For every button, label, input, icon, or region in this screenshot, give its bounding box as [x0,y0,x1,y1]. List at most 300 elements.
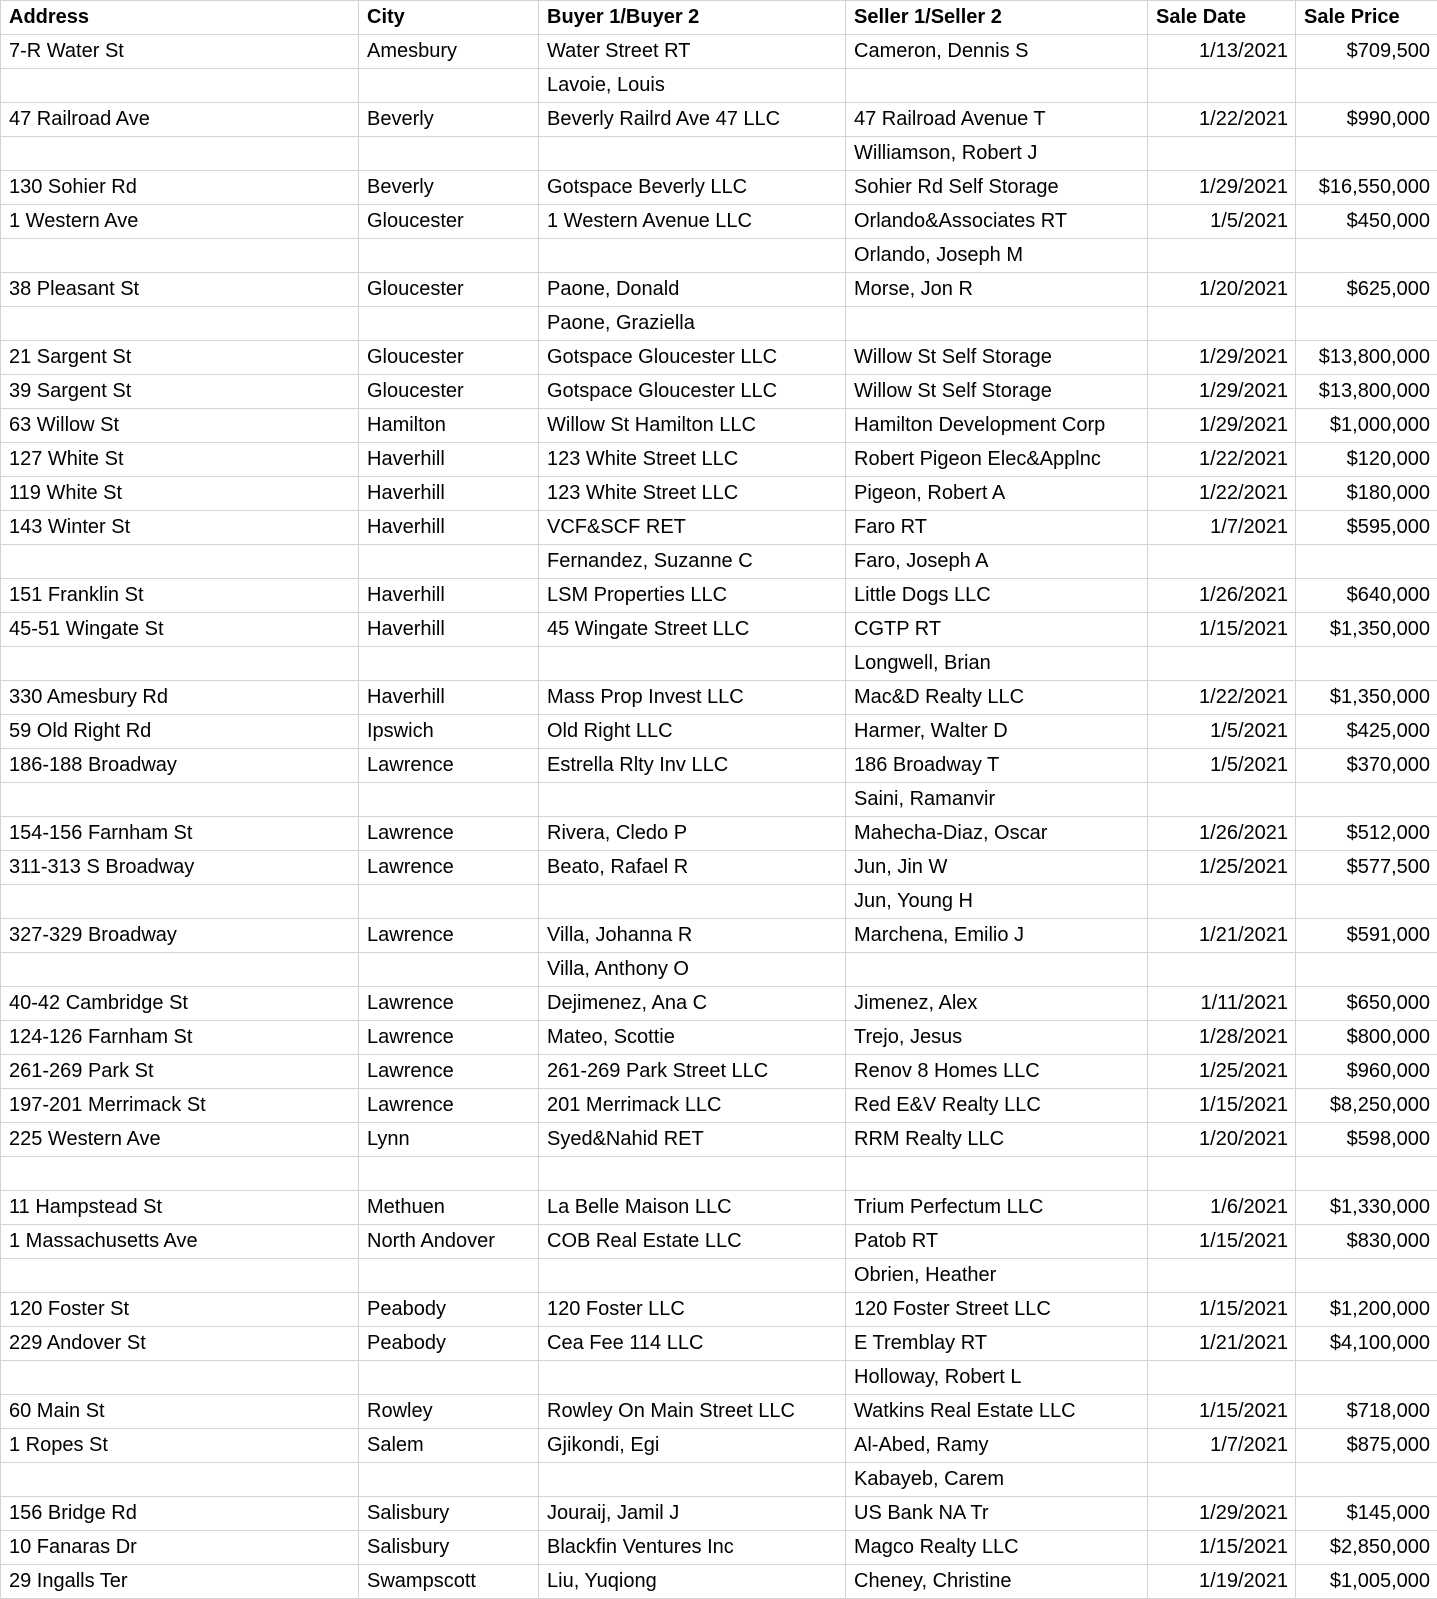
cell-sale-price[interactable] [1296,783,1437,817]
cell-seller[interactable] [846,1157,1148,1191]
cell-buyer[interactable]: Water Street RT [539,35,846,69]
cell-buyer[interactable]: 45 Wingate Street LLC [539,613,846,647]
cell-address[interactable] [1,1463,359,1497]
cell-sale-date[interactable]: 1/5/2021 [1148,715,1296,749]
table-row [1,545,1437,579]
cell-sale-price[interactable]: $1,005,000 [1296,1565,1437,1599]
cell-sale-date[interactable]: 1/20/2021 [1148,273,1296,307]
cell-city[interactable]: Lawrence [359,749,539,783]
cell-seller[interactable]: Jun, Young H [846,885,1148,919]
cell-sale-price[interactable]: $13,800,000 [1296,341,1437,375]
cell-buyer[interactable] [539,783,846,817]
cell-buyer[interactable] [539,1157,846,1191]
cell-address[interactable]: 261-269 Park St [1,1055,359,1089]
cell-city[interactable]: Beverly [359,103,539,137]
cell-buyer[interactable] [539,885,846,919]
cell-seller[interactable]: Little Dogs LLC [846,579,1148,613]
cell-sale-date[interactable]: 1/15/2021 [1148,1089,1296,1123]
cell-sale-date[interactable]: 1/29/2021 [1148,375,1296,409]
cell-address[interactable]: 59 Old Right Rd [1,715,359,749]
cell-seller[interactable]: Hamilton Development Corp [846,409,1148,443]
cell-sale-date[interactable]: 1/26/2021 [1148,817,1296,851]
cell-sale-price[interactable]: $370,000 [1296,749,1437,783]
cell-address[interactable]: 40-42 Cambridge St [1,987,359,1021]
cell-city[interactable] [359,545,539,579]
cell-buyer[interactable]: Beverly Railrd Ave 47 LLC [539,103,846,137]
table-row [1,1089,1437,1123]
cell-address[interactable]: 143 Winter St [1,511,359,545]
cell-sale-date[interactable] [1148,647,1296,681]
cell-seller[interactable]: Orlando, Joseph M [846,239,1148,273]
cell-seller[interactable]: Patob RT [846,1225,1148,1259]
cell-buyer[interactable]: Villa, Johanna R [539,919,846,953]
cell-seller[interactable] [846,953,1148,987]
column-header-sale-date[interactable]: Sale Date [1148,1,1296,35]
cell-sale-date[interactable] [1148,239,1296,273]
cell-buyer[interactable]: Gotspace Gloucester LLC [539,375,846,409]
cell-buyer[interactable]: Mass Prop Invest LLC [539,681,846,715]
cell-city[interactable]: Salem [359,1429,539,1463]
cell-buyer[interactable]: Willow St Hamilton LLC [539,409,846,443]
cell-sale-price[interactable] [1296,1361,1437,1395]
cell-buyer[interactable]: Lavoie, Louis [539,69,846,103]
cell-buyer[interactable]: Blackfin Ventures Inc [539,1531,846,1565]
cell-sale-date[interactable]: 1/29/2021 [1148,409,1296,443]
cell-address[interactable]: 39 Sargent St [1,375,359,409]
cell-buyer[interactable] [539,239,846,273]
cell-buyer[interactable]: Jouraij, Jamil J [539,1497,846,1531]
cell-address[interactable] [1,307,359,341]
cell-city[interactable] [359,307,539,341]
cell-address[interactable] [1,69,359,103]
cell-sale-price[interactable]: $650,000 [1296,987,1437,1021]
cell-buyer[interactable] [539,1463,846,1497]
cell-sale-price[interactable]: $425,000 [1296,715,1437,749]
cell-city[interactable]: Haverhill [359,443,539,477]
cell-seller[interactable]: 186 Broadway T [846,749,1148,783]
cell-sale-date[interactable]: 1/21/2021 [1148,1327,1296,1361]
cell-sale-date[interactable] [1148,1157,1296,1191]
cell-seller[interactable]: CGTP RT [846,613,1148,647]
cell-sale-price[interactable]: $625,000 [1296,273,1437,307]
cell-buyer[interactable]: COB Real Estate LLC [539,1225,846,1259]
cell-seller[interactable]: Cameron, Dennis S [846,35,1148,69]
cell-sale-date[interactable] [1148,783,1296,817]
cell-city[interactable] [359,1157,539,1191]
table-row [1,307,1437,341]
cell-buyer[interactable]: 201 Merrimack LLC [539,1089,846,1123]
cell-address[interactable]: 7-R Water St [1,35,359,69]
cell-sale-price[interactable]: $709,500 [1296,35,1437,69]
cell-city[interactable]: Amesbury [359,35,539,69]
cell-city[interactable]: Gloucester [359,341,539,375]
table-row [1,69,1437,103]
cell-seller[interactable]: 47 Railroad Avenue T [846,103,1148,137]
cell-seller[interactable]: Holloway, Robert L [846,1361,1148,1395]
cell-sale-price[interactable]: $640,000 [1296,579,1437,613]
cell-address[interactable] [1,137,359,171]
cell-address[interactable] [1,545,359,579]
cell-address[interactable]: 47 Railroad Ave [1,103,359,137]
cell-seller[interactable]: Willow St Self Storage [846,375,1148,409]
cell-sale-price[interactable]: $990,000 [1296,103,1437,137]
cell-sale-price[interactable]: $598,000 [1296,1123,1437,1157]
cell-sale-price[interactable]: $1,350,000 [1296,681,1437,715]
column-header-address[interactable]: Address [1,1,359,35]
cell-buyer[interactable] [539,1259,846,1293]
cell-seller[interactable]: Jimenez, Alex [846,987,1148,1021]
cell-city[interactable]: Haverhill [359,681,539,715]
cell-sale-date[interactable]: 1/22/2021 [1148,443,1296,477]
cell-sale-date[interactable]: 1/5/2021 [1148,205,1296,239]
cell-city[interactable]: Lawrence [359,817,539,851]
cell-sale-date[interactable]: 1/19/2021 [1148,1565,1296,1599]
cell-city[interactable]: Lawrence [359,851,539,885]
table-row [1,1497,1437,1531]
cell-seller[interactable]: Magco Realty LLC [846,1531,1148,1565]
table-row [1,647,1437,681]
cell-city[interactable]: Lawrence [359,1055,539,1089]
cell-address[interactable]: 1 Western Ave [1,205,359,239]
table-row [1,1327,1437,1361]
cell-buyer[interactable]: 123 White Street LLC [539,443,846,477]
cell-sale-price[interactable]: $512,000 [1296,817,1437,851]
cell-city[interactable] [359,647,539,681]
cell-sale-date[interactable]: 1/25/2021 [1148,1055,1296,1089]
cell-address[interactable]: 186-188 Broadway [1,749,359,783]
cell-address[interactable]: 120 Foster St [1,1293,359,1327]
cell-sale-date[interactable]: 1/25/2021 [1148,851,1296,885]
cell-buyer[interactable]: Gjikondi, Egi [539,1429,846,1463]
cell-address[interactable] [1,953,359,987]
cell-seller[interactable]: Williamson, Robert J [846,137,1148,171]
cell-sale-date[interactable]: 1/29/2021 [1148,1497,1296,1531]
cell-address[interactable]: 127 White St [1,443,359,477]
cell-sale-date[interactable]: 1/20/2021 [1148,1123,1296,1157]
cell-city[interactable]: Lawrence [359,987,539,1021]
cell-sale-date[interactable]: 1/15/2021 [1148,1395,1296,1429]
cell-sale-price[interactable] [1296,647,1437,681]
cell-address[interactable]: 38 Pleasant St [1,273,359,307]
cell-buyer[interactable]: La Belle Maison LLC [539,1191,846,1225]
cell-sale-price[interactable] [1296,1157,1437,1191]
cell-seller[interactable]: Trium Perfectum LLC [846,1191,1148,1225]
cell-sale-price[interactable] [1296,137,1437,171]
cell-sale-price[interactable]: $180,000 [1296,477,1437,511]
cell-city[interactable] [359,953,539,987]
cell-city[interactable]: Peabody [359,1293,539,1327]
cell-city[interactable]: Lawrence [359,919,539,953]
cell-city[interactable]: North Andover [359,1225,539,1259]
cell-sale-date[interactable]: 1/22/2021 [1148,103,1296,137]
cell-buyer[interactable] [539,137,846,171]
cell-address[interactable] [1,885,359,919]
cell-address[interactable]: 197-201 Merrimack St [1,1089,359,1123]
cell-sale-date[interactable] [1148,69,1296,103]
cell-sale-date[interactable]: 1/13/2021 [1148,35,1296,69]
cell-address[interactable]: 21 Sargent St [1,341,359,375]
cell-city[interactable]: Lynn [359,1123,539,1157]
cell-address[interactable]: 154-156 Farnham St [1,817,359,851]
cell-city[interactable]: Swampscott [359,1565,539,1599]
cell-seller[interactable]: Robert Pigeon Elec&Applnc [846,443,1148,477]
cell-sale-date[interactable]: 1/15/2021 [1148,1225,1296,1259]
cell-sale-date[interactable]: 1/28/2021 [1148,1021,1296,1055]
cell-buyer[interactable]: Fernandez, Suzanne C [539,545,846,579]
cell-address[interactable]: 1 Ropes St [1,1429,359,1463]
column-header-seller[interactable]: Seller 1/Seller 2 [846,1,1148,35]
table-row [1,443,1437,477]
cell-address[interactable]: 225 Western Ave [1,1123,359,1157]
cell-sale-date[interactable] [1148,1463,1296,1497]
cell-city[interactable]: Haverhill [359,579,539,613]
cell-city[interactable]: Lawrence [359,1021,539,1055]
cell-city[interactable]: Gloucester [359,205,539,239]
cell-buyer[interactable]: Beato, Rafael R [539,851,846,885]
cell-sale-date[interactable] [1148,1361,1296,1395]
cell-seller[interactable]: Faro, Joseph A [846,545,1148,579]
cell-sale-price[interactable]: $830,000 [1296,1225,1437,1259]
cell-sale-price[interactable]: $8,250,000 [1296,1089,1437,1123]
cell-sale-date[interactable] [1148,1259,1296,1293]
column-header-buyer[interactable]: Buyer 1/Buyer 2 [539,1,846,35]
cell-seller[interactable]: US Bank NA Tr [846,1497,1148,1531]
cell-city[interactable]: Peabody [359,1327,539,1361]
cell-sale-date[interactable]: 1/29/2021 [1148,341,1296,375]
cell-city[interactable] [359,239,539,273]
cell-address[interactable]: 1 Massachusetts Ave [1,1225,359,1259]
cell-seller[interactable]: Marchena, Emilio J [846,919,1148,953]
cell-buyer[interactable] [539,647,846,681]
cell-buyer[interactable]: 261-269 Park Street LLC [539,1055,846,1089]
cell-seller[interactable]: Mahecha-Diaz, Oscar [846,817,1148,851]
cell-seller[interactable]: E Tremblay RT [846,1327,1148,1361]
cell-seller[interactable]: 120 Foster Street LLC [846,1293,1148,1327]
cell-seller[interactable]: Saini, Ramanvir [846,783,1148,817]
cell-city[interactable]: Haverhill [359,613,539,647]
cell-buyer[interactable]: Mateo, Scottie [539,1021,846,1055]
cell-address[interactable]: 229 Andover St [1,1327,359,1361]
cell-city[interactable] [359,1463,539,1497]
cell-sale-price[interactable]: $1,200,000 [1296,1293,1437,1327]
cell-sale-price[interactable]: $1,330,000 [1296,1191,1437,1225]
cell-address[interactable]: 330 Amesbury Rd [1,681,359,715]
cell-city[interactable] [359,137,539,171]
cell-seller[interactable]: Orlando&Associates RT [846,205,1148,239]
cell-address[interactable]: 11 Hampstead St [1,1191,359,1225]
cell-address[interactable]: 311-313 S Broadway [1,851,359,885]
cell-address[interactable]: 63 Willow St [1,409,359,443]
cell-sale-date[interactable]: 1/7/2021 [1148,511,1296,545]
cell-sale-price[interactable]: $4,100,000 [1296,1327,1437,1361]
table-body [1,35,1437,1599]
cell-sale-date[interactable]: 1/6/2021 [1148,1191,1296,1225]
column-header-city[interactable]: City [359,1,539,35]
cell-buyer[interactable]: Gotspace Beverly LLC [539,171,846,205]
table-row [1,1123,1437,1157]
cell-city[interactable] [359,69,539,103]
cell-city[interactable]: Haverhill [359,477,539,511]
cell-buyer[interactable]: Estrella Rlty Inv LLC [539,749,846,783]
cell-buyer[interactable]: Rivera, Cledo P [539,817,846,851]
cell-sale-price[interactable] [1296,307,1437,341]
cell-address[interactable]: 327-329 Broadway [1,919,359,953]
cell-sale-date[interactable]: 1/22/2021 [1148,477,1296,511]
cell-sale-price[interactable] [1296,545,1437,579]
cell-sale-price[interactable] [1296,953,1437,987]
cell-city[interactable] [359,1259,539,1293]
cell-buyer[interactable]: 123 White Street LLC [539,477,846,511]
cell-city[interactable]: Haverhill [359,511,539,545]
cell-sale-price[interactable]: $2,850,000 [1296,1531,1437,1565]
cell-seller[interactable]: Kabayeb, Carem [846,1463,1148,1497]
cell-buyer[interactable]: VCF&SCF RET [539,511,846,545]
cell-sale-price[interactable]: $16,550,000 [1296,171,1437,205]
cell-buyer[interactable]: Paone, Graziella [539,307,846,341]
cell-address[interactable] [1,1259,359,1293]
cell-sale-price[interactable]: $577,500 [1296,851,1437,885]
cell-sale-price[interactable]: $875,000 [1296,1429,1437,1463]
cell-sale-price[interactable]: $960,000 [1296,1055,1437,1089]
cell-sale-price[interactable]: $13,800,000 [1296,375,1437,409]
cell-sale-date[interactable] [1148,885,1296,919]
cell-sale-price[interactable]: $595,000 [1296,511,1437,545]
cell-address[interactable]: 124-126 Farnham St [1,1021,359,1055]
header-row [1,1,1437,35]
table-row [1,171,1437,205]
cell-sale-price[interactable]: $120,000 [1296,443,1437,477]
cell-city[interactable] [359,783,539,817]
cell-address[interactable]: 10 Fanaras Dr [1,1531,359,1565]
cell-sale-price[interactable]: $1,000,000 [1296,409,1437,443]
cell-sale-date[interactable]: 1/15/2021 [1148,1293,1296,1327]
cell-buyer[interactable]: Villa, Anthony O [539,953,846,987]
cell-sale-price[interactable]: $450,000 [1296,205,1437,239]
table-row [1,1361,1437,1395]
table-row [1,1531,1437,1565]
cell-seller[interactable]: Red E&V Realty LLC [846,1089,1148,1123]
cell-buyer[interactable]: Paone, Donald [539,273,846,307]
cell-sale-date[interactable]: 1/15/2021 [1148,1531,1296,1565]
cell-sale-date[interactable]: 1/26/2021 [1148,579,1296,613]
cell-buyer[interactable]: Syed&Nahid RET [539,1123,846,1157]
cell-sale-price[interactable]: $1,350,000 [1296,613,1437,647]
cell-address[interactable]: 156 Bridge Rd [1,1497,359,1531]
cell-sale-price[interactable]: $718,000 [1296,1395,1437,1429]
cell-sale-price[interactable]: $591,000 [1296,919,1437,953]
cell-seller[interactable]: Harmer, Walter D [846,715,1148,749]
table-row [1,273,1437,307]
cell-city[interactable]: Ipswich [359,715,539,749]
cell-city[interactable]: Gloucester [359,375,539,409]
table-row [1,1191,1437,1225]
cell-city[interactable] [359,1361,539,1395]
cell-city[interactable]: Salisbury [359,1497,539,1531]
cell-seller[interactable] [846,307,1148,341]
cell-buyer[interactable] [539,1361,846,1395]
cell-buyer[interactable]: 1 Western Avenue LLC [539,205,846,239]
cell-sale-date[interactable]: 1/29/2021 [1148,171,1296,205]
cell-city[interactable] [359,885,539,919]
cell-seller[interactable]: RRM Realty LLC [846,1123,1148,1157]
cell-sale-price[interactable] [1296,69,1437,103]
cell-seller[interactable]: Renov 8 Homes LLC [846,1055,1148,1089]
cell-sale-price[interactable]: $800,000 [1296,1021,1437,1055]
cell-seller[interactable]: Willow St Self Storage [846,341,1148,375]
cell-sale-date[interactable]: 1/22/2021 [1148,681,1296,715]
column-header-sale-price[interactable]: Sale Price [1296,1,1437,35]
cell-sale-price[interactable]: $145,000 [1296,1497,1437,1531]
cell-seller[interactable]: Trejo, Jesus [846,1021,1148,1055]
cell-buyer[interactable]: Liu, Yuqiong [539,1565,846,1599]
table-row [1,375,1437,409]
cell-seller[interactable]: Obrien, Heather [846,1259,1148,1293]
cell-city[interactable]: Rowley [359,1395,539,1429]
cell-city[interactable]: Gloucester [359,273,539,307]
cell-address[interactable]: 45-51 Wingate St [1,613,359,647]
cell-sale-date[interactable]: 1/5/2021 [1148,749,1296,783]
cell-sale-price[interactable] [1296,239,1437,273]
cell-address[interactable]: 29 Ingalls Ter [1,1565,359,1599]
cell-buyer[interactable]: Gotspace Gloucester LLC [539,341,846,375]
cell-buyer[interactable]: Rowley On Main Street LLC [539,1395,846,1429]
cell-sale-date[interactable]: 1/7/2021 [1148,1429,1296,1463]
cell-sale-date[interactable]: 1/21/2021 [1148,919,1296,953]
cell-address[interactable] [1,239,359,273]
cell-sale-date[interactable] [1148,307,1296,341]
cell-seller[interactable]: Morse, Jon R [846,273,1148,307]
cell-seller[interactable]: Faro RT [846,511,1148,545]
cell-address[interactable] [1,1361,359,1395]
cell-buyer[interactable]: Old Right LLC [539,715,846,749]
table-row [1,783,1437,817]
cell-buyer[interactable]: Dejimenez, Ana C [539,987,846,1021]
cell-buyer[interactable]: LSM Properties LLC [539,579,846,613]
cell-sale-price[interactable] [1296,1463,1437,1497]
cell-sale-date[interactable]: 1/15/2021 [1148,613,1296,647]
cell-address[interactable]: 119 White St [1,477,359,511]
cell-address[interactable] [1,1157,359,1191]
cell-sale-price[interactable] [1296,885,1437,919]
cell-seller[interactable]: Longwell, Brian [846,647,1148,681]
cell-seller[interactable] [846,69,1148,103]
cell-sale-price[interactable] [1296,1259,1437,1293]
cell-sale-date[interactable] [1148,953,1296,987]
cell-address[interactable]: 151 Franklin St [1,579,359,613]
cell-sale-date[interactable] [1148,137,1296,171]
cell-city[interactable]: Beverly [359,171,539,205]
cell-seller[interactable]: Watkins Real Estate LLC [846,1395,1148,1429]
cell-city[interactable]: Hamilton [359,409,539,443]
cell-seller[interactable]: Cheney, Christine [846,1565,1148,1599]
cell-address[interactable] [1,783,359,817]
cell-address[interactable] [1,647,359,681]
cell-address[interactable]: 130 Sohier Rd [1,171,359,205]
cell-sale-date[interactable] [1148,545,1296,579]
cell-address[interactable]: 60 Main St [1,1395,359,1429]
cell-seller[interactable]: Al-Abed, Ramy [846,1429,1148,1463]
cell-buyer[interactable]: 120 Foster LLC [539,1293,846,1327]
cell-sale-date[interactable]: 1/11/2021 [1148,987,1296,1021]
cell-buyer[interactable]: Cea Fee 114 LLC [539,1327,846,1361]
cell-city[interactable]: Methuen [359,1191,539,1225]
cell-city[interactable]: Lawrence [359,1089,539,1123]
cell-seller[interactable]: Pigeon, Robert A [846,477,1148,511]
cell-seller[interactable]: Sohier Rd Self Storage [846,171,1148,205]
cell-seller[interactable]: Jun, Jin W [846,851,1148,885]
cell-seller[interactable]: Mac&D Realty LLC [846,681,1148,715]
cell-city[interactable]: Salisbury [359,1531,539,1565]
